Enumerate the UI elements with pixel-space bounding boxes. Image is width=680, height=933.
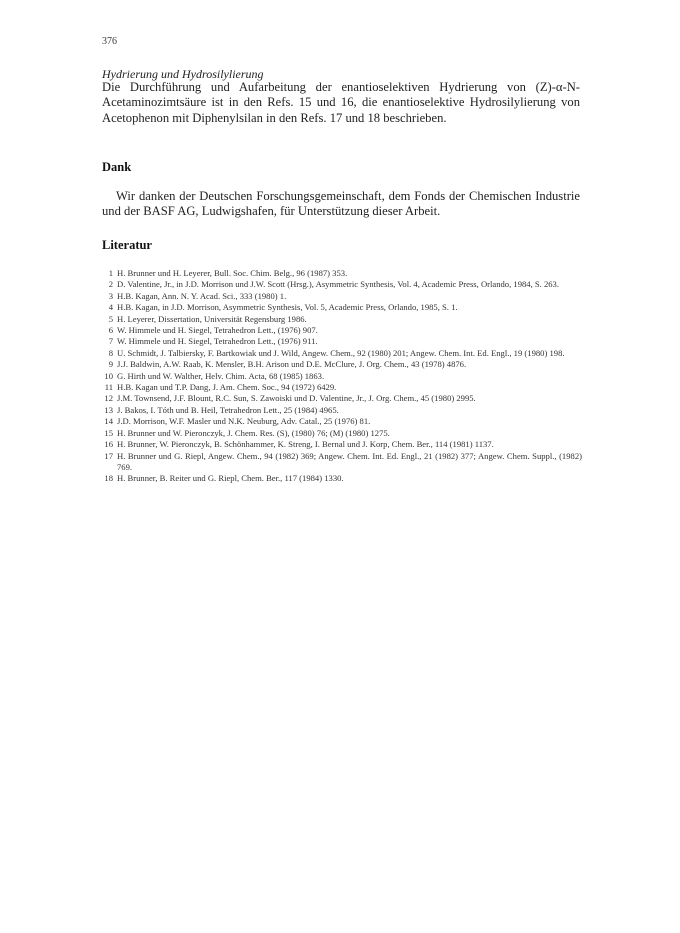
reference-number: 7 bbox=[108, 336, 113, 347]
reference-text: J.J. Baldwin, A.W. Raab, K. Mensler, B.H. Arison und D.E. McClure, J. Org. Chem., 43 (1978) 4876. bbox=[117, 359, 467, 370]
reference-text: H.B. Kagan, Ann. N. Y. Acad. Sci., 333 (1980) 1. bbox=[117, 290, 287, 301]
reference-number: 18 bbox=[104, 473, 113, 484]
reference-text: H. Brunner, B. Reiter und G. Riepl, Chem. Ber., 117 (1984) 1330. bbox=[117, 473, 344, 484]
reference-item bbox=[102, 405, 582, 416]
reference-number: 5 bbox=[108, 313, 113, 324]
reference-text: H. Brunner und H. Leyerer, Bull. Soc. Chim. Belg., 96 (1987) 353. bbox=[117, 268, 348, 278]
section-title-hydrierung: Hydrierung und Hydrosilylierung bbox=[102, 67, 264, 81]
reference-text: W. Himmele und H. Siegel, Tetrahedron Lett., (1976) 907. bbox=[117, 325, 318, 336]
reference-text: J.D. Morrison, W.F. Masler und N.K. Neuburg, Adv. Catal., 25 (1976) 81. bbox=[117, 416, 371, 427]
reference-text: H. Brunner und G. Riepl, Angew. Chem., 94 (1982) 369; Angew. Chem. Int. Ed. Engl., 21 (1982) 377; Angew. Chem. Suppl., (1982) 769. bbox=[117, 450, 582, 472]
reference-number: 12 bbox=[104, 393, 113, 404]
reference-number: 2 bbox=[108, 279, 113, 290]
reference-item bbox=[102, 416, 582, 427]
reference-text: H. Brunner, W. Pieronczyk, B. Schönhammer, K. Streng, I. Bernal und J. Korp, Chem. Ber., 114 (1981) 1137. bbox=[117, 439, 494, 450]
reference-text: J.M. Townsend, J.F. Blount, R.C. Sun, S. Zawoiski und D. Valentine, Jr., J. Org. Chem., 45 (1980) 2995. bbox=[117, 393, 476, 404]
reference-item bbox=[102, 268, 582, 279]
reference-text: U. Schmidt, J. Talbiersky, F. Bartkowiak und J. Wild, Angew. Chem., 92 (1980) 201; Angew. Chem. Int. Ed. Engl., 19 (1980) 198. bbox=[117, 347, 565, 358]
reference-item bbox=[102, 393, 582, 404]
reference-text: H. Leyerer, Dissertation, Universität Regensburg 1986. bbox=[117, 313, 307, 324]
heading-literatur: Literatur bbox=[102, 238, 152, 252]
reference-item bbox=[102, 371, 582, 382]
reference-text: H. Brunner und W. Pieronczyk, J. Chem. Res. (S), (1980) 76; (M) (1980) 1275. bbox=[117, 427, 390, 438]
reference-number: 14 bbox=[104, 416, 113, 427]
reference-item bbox=[102, 451, 582, 474]
reference-item bbox=[102, 302, 582, 313]
reference-item bbox=[102, 428, 582, 439]
reference-text: J. Bakos, I. Tóth und B. Heil, Tetrahedron Lett., 25 (1984) 4965. bbox=[117, 404, 339, 415]
paragraph-hydrierung: Die Durchführung und Aufarbeitung der enantioselektiven Hydrierung von (Z)-α-N-Acetaminozimtsäure ist in den Refs. 15 und 16, die enantioselektive Hydrosilylierung von Acetophenon mit Diphenylsilan in den Refs. 17 und 18 beschrieben. bbox=[102, 80, 580, 125]
reference-item bbox=[102, 336, 582, 347]
reference-number: 3 bbox=[108, 290, 113, 301]
paragraph-dank: Wir danken der Deutschen Forschungsgemeinschaft, dem Fonds der Chemischen Industrie und der BASF AG, Ludwigshafen, für Unterstützung dieser Arbeit. bbox=[102, 189, 580, 219]
reference-text: H.B. Kagan, in J.D. Morrison, Asymmetric Synthesis, Vol. 5, Academic Press, Orlando, 1985, S. 1. bbox=[117, 302, 458, 313]
reference-number: 13 bbox=[104, 404, 113, 415]
reference-list bbox=[102, 268, 582, 485]
page-number: 376 bbox=[102, 36, 117, 47]
reference-item bbox=[102, 473, 582, 484]
reference-text: H.B. Kagan und T.P. Dang, J. Am. Chem. Soc., 94 (1972) 6429. bbox=[117, 382, 337, 393]
reference-item bbox=[102, 279, 582, 290]
reference-item bbox=[102, 382, 582, 393]
reference-text: W. Himmele und H. Siegel, Tetrahedron Lett., (1976) 911. bbox=[117, 336, 318, 347]
reference-number: 10 bbox=[104, 370, 113, 381]
reference-item bbox=[102, 291, 582, 302]
reference-text: G. Hirth und W. Walther, Helv. Chim. Acta, 68 (1985) 1863. bbox=[117, 370, 325, 381]
reference-item bbox=[102, 439, 582, 450]
reference-number: 9 bbox=[108, 359, 113, 370]
reference-text: D. Valentine, Jr., in J.D. Morrison und J.W. Scott (Hrsg.), Asymmetric Synthesis, Vol. 4, Academic Press, Orlando, 1984, S. 263. bbox=[117, 279, 560, 290]
reference-item bbox=[102, 314, 582, 325]
reference-number: 6 bbox=[108, 325, 113, 336]
reference-number: 1 bbox=[108, 268, 113, 278]
reference-item bbox=[102, 359, 582, 370]
reference-number: 4 bbox=[108, 302, 113, 313]
heading-dank: Dank bbox=[102, 160, 132, 174]
reference-number: 11 bbox=[104, 382, 113, 393]
reference-number: 16 bbox=[104, 439, 113, 450]
reference-number: 8 bbox=[108, 347, 113, 358]
reference-item bbox=[102, 348, 582, 359]
reference-item bbox=[102, 325, 582, 336]
reference-number: 15 bbox=[104, 427, 113, 438]
reference-number: 17 bbox=[104, 450, 113, 461]
